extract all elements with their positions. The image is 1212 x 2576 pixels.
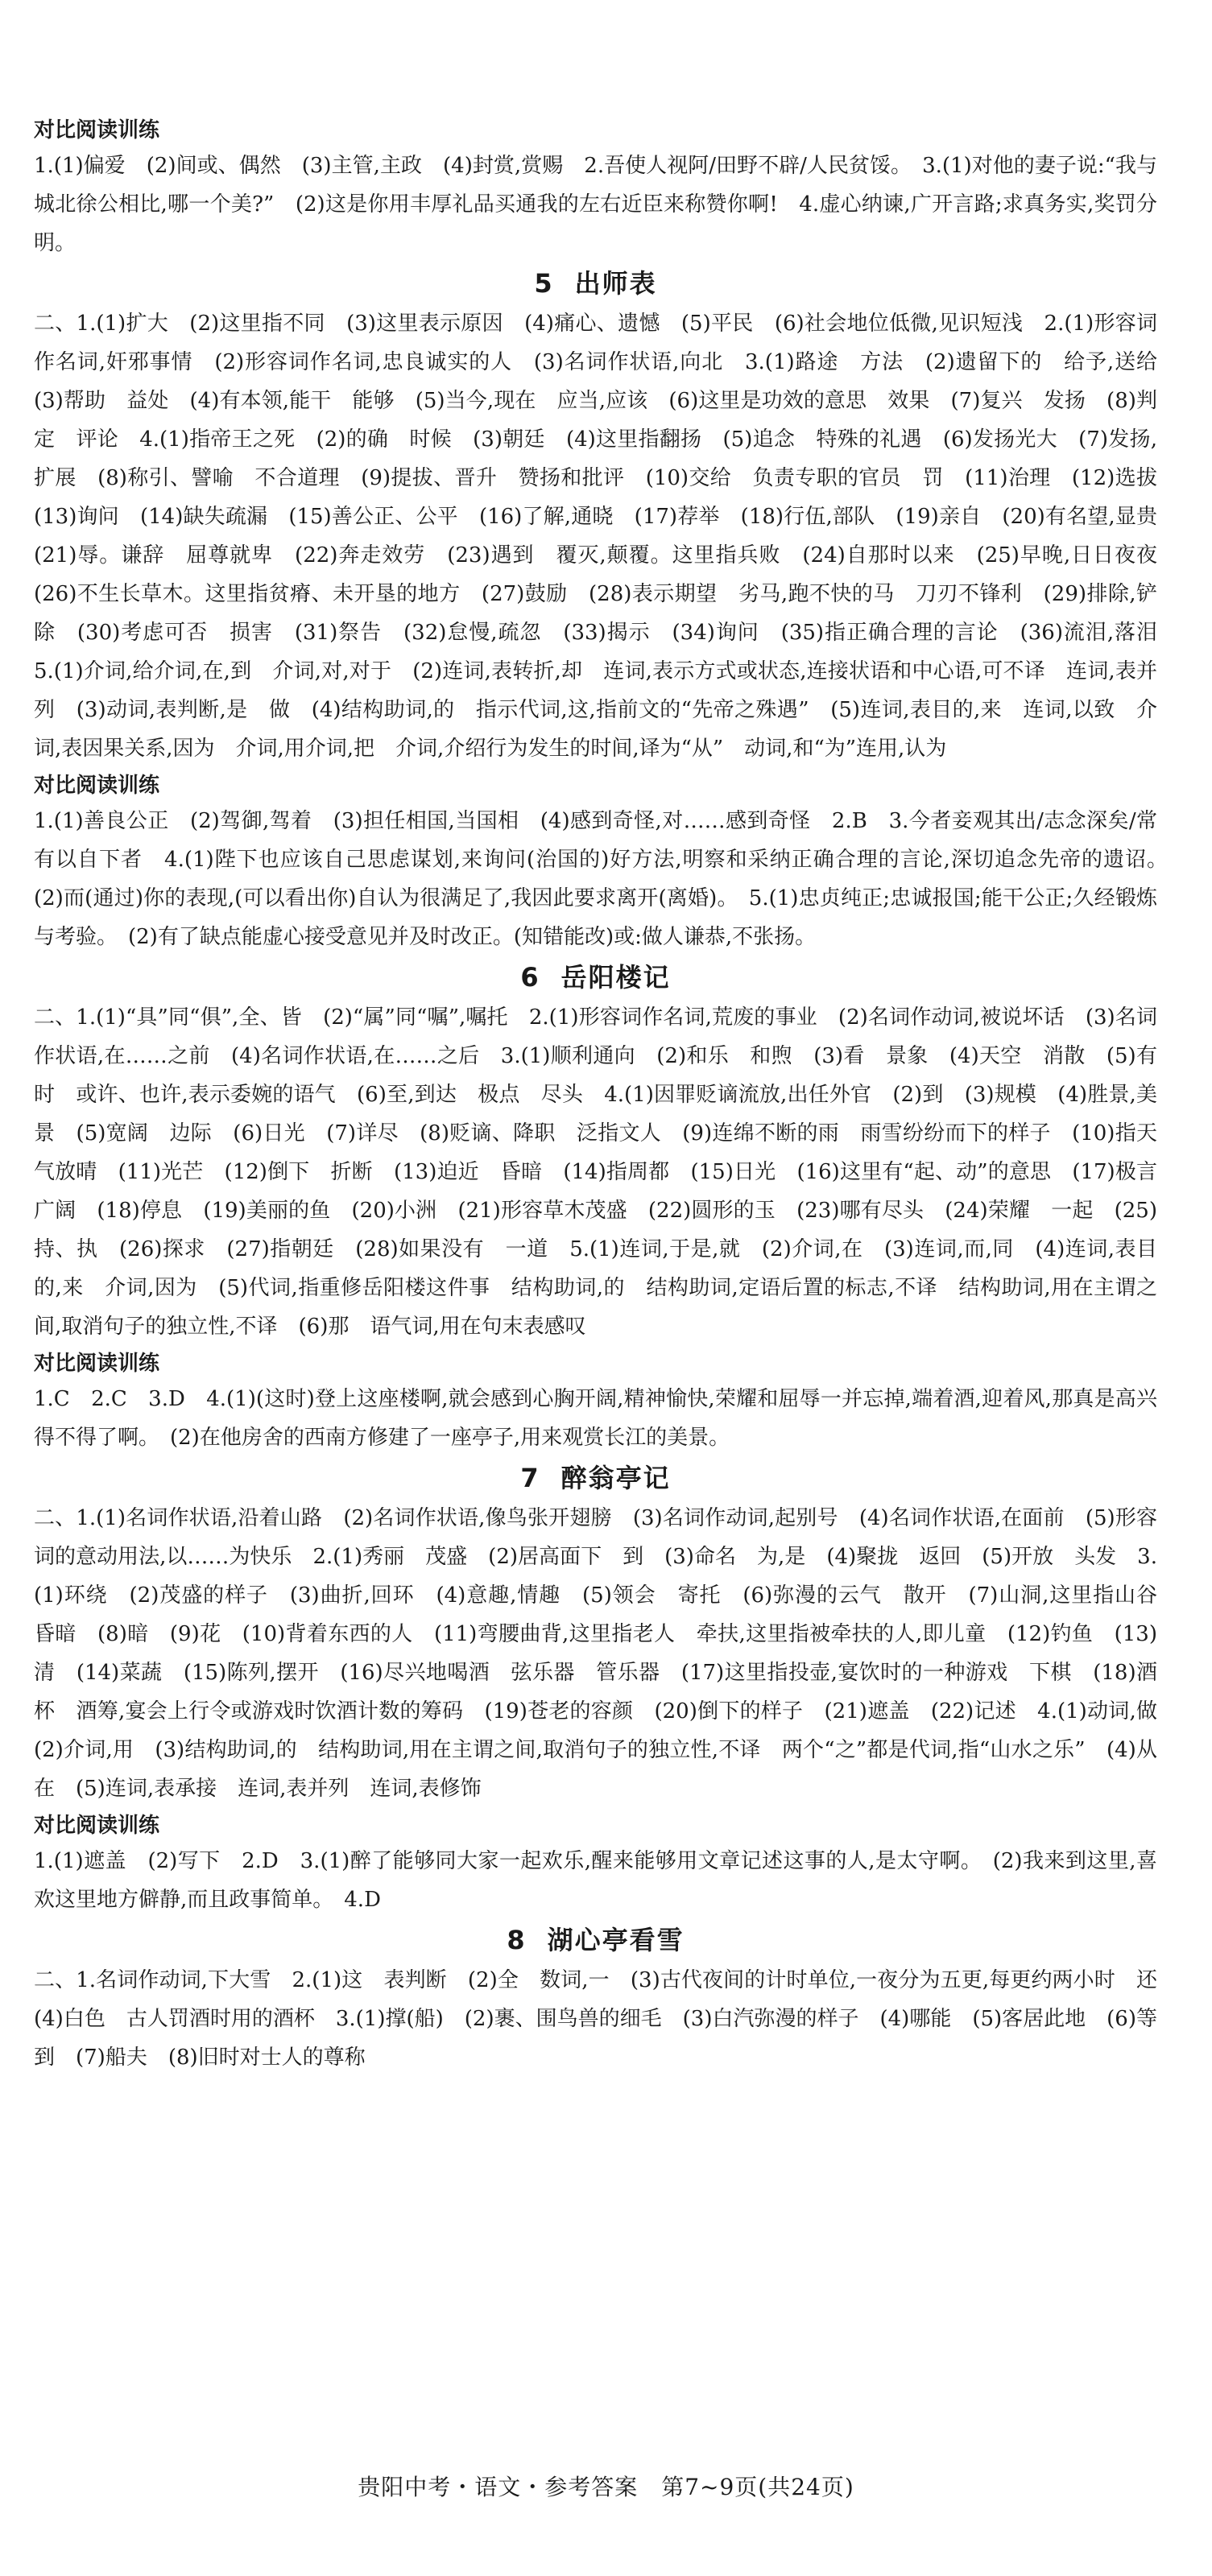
lesson-title — [34, 262, 1157, 304]
answer-paragraph: 二、1.(1)“具”同“俱”,全、皆 (2)“属”同“嘱”,嘱托 2.(1)形容词作名词,荒废的事业 (2)名词作动词,被说坏话 (3)名词作状语,在……之前 (4)名词作状语,在……之后 3.(1)顺利通向 (2)和乐 和煦 (3)看 景象 (4)天空 消散 (5)有时 或许、也许,表示委婉的语气 (6)至,到达 极点 尽头 4.(1)因罪贬谪流放,出任外官 (2)到 (3)规模 (4)胜景,美景 (5)宽阔 边际 (6)日光 (7)详尽 (8)贬谪、降职 泛指文人 (9)连绵不断的雨 雨雪纷纷而下的样子 (10)指天气放晴 (11)光芒 (12)倒下 折断 (13)迫近 昏暗 (14)指周都 (15)日光 (16)这里有“起、动”的意思 (17)极言广阔 (18)停息 (19)美丽的鱼 (20)小洲 (21)形容草木茂盛 (22)圆形的玉 (23)哪有尽头 (24)荣耀 一起 (25)持、执 (26)探求 (27)指朝廷 (28)如果没有 一道 5.(1)连词,于是,就 (2)介词,在 (3)连词,而,同 (4)连词,表目的,来 介词,因为 (5)代词,指重修岳阳楼这件事 结构助词,的 结构助词,定语后置的标志,不译 结构助词,用在主谓之间,取消句子的独立性,不译 (6)那 语气词,用在句末表感叹 — [34, 1005, 1157, 1339]
answer-paragraph: 二、1.名词作动词,下大雪 2.(1)这 表判断 (2)全 数词,一 (3)古代夜间的计时单位,一夜分为五更,每更约两小时 还 (4)白色 古人罚酒时用的酒杯 3.(1)撑(船) (2)裹、围鸟兽的细毛 (3)白汽弥漫的样子 (4)哪能 (5)客居此地 (6)等到 (7)船夫 (8)旧时对士人的尊称 — [34, 1968, 1179, 2070]
lesson-number: 7 — [520, 1463, 540, 1493]
lesson-name: 出师表 — [574, 268, 657, 299]
page-footer: 贵阳中考・语文・参考答案 第7~9页(共24页) — [358, 2474, 854, 2500]
section-label: 对比阅读训练 — [34, 118, 160, 142]
section-label: 对比阅读训练 — [34, 1814, 160, 1838]
lesson-name: 湖心亭看雪 — [547, 1925, 685, 1955]
lesson-title — [34, 1919, 1157, 1961]
lesson-title — [34, 956, 1157, 998]
lesson-number: 6 — [520, 962, 540, 993]
section-label: 对比阅读训练 — [34, 1352, 160, 1376]
answer-paragraph: 1.(1)善良公正 (2)驾御,驾着 (3)担任相国,当国相 (4)感到奇怪,对……感到奇怪 2.B 3.今者妾观其出/志念深矣/常有以自下者 4.(1)陛下也应该自己思虑谋划,来询问(治国的)好方法,明察和采纳正确合理的言论,深切追念先帝的遗诏。 (2)而(通过)你的表现,(可以看出你)自认为很满足了,我因此要求离开(离婚)。 5.(1)忠贞纯正;忠诚报国;能干公正;久经锻炼与考验。 (2)有了缺点能虚心接受意见并及时改正。(知错能改)或:做人谦恭,不张扬。 — [34, 809, 1179, 949]
section-label: 对比阅读训练 — [34, 774, 160, 798]
answer-paragraph: 二、1.(1)扩大 (2)这里指不同 (3)这里表示原因 (4)痛心、遗憾 (5)平民 (6)社会地位低微,见识短浅 2.(1)形容词作名词,奸邪事情 (2)形容词作名词,忠良诚实的人 (3)名词作状语,向北 3.(1)路途 方法 (2)遗留下的 给予,送给 (3)帮助 益处 (4)有本领,能干 能够 (5)当今,现在 应当,应该 (6)这里是功效的意思 效果 (7)复兴 发扬 (8)判定 评论 4.(1)指帝王之死 (2)的确 时候 (3)朝廷 (4)这里指翻扬 (5)追念 特殊的礼遇 (6)发扬光大 (7)发扬,扩展 (8)称引、譬喻 不合道理 (9)提拔、晋升 赞扬和批评 (10)交给 负责专职的官员 罚 (11)治理 (12)选拔 (13)询问 (14)缺失疏漏 (15)善公正、公平 (16)了解,通晓 (17)荐举 (18)行伍,部队 (19)亲自 (20)有名望,显贵 (21)辱。谦辞 屈尊就卑 (22)奔走效劳 (23)遇到 覆灭,颠覆。这里指兵败 (24)自那时以来 (25)早晚,日日夜夜 (26)不生长草木。这里指贫瘠、未开垦的地方 (27)鼓励 (28)表示期望 劣马,跑不快的马 刀刃不锋利 (29)排除,铲除 (30)考虑可否 损害 (31)祭告 (32)怠慢,疏忽 (33)揭示 (34)询问 (35)指正确合理的言论 (36)流泪,落泪 5.(1)介词,给介词,在,到 介词,对,对于 (2)连词,表转折,却 连词,表示方式或状态,连接状语和中心语,可不译 连词,表并列 (3)动词,表判断,是 做 (4)结构助词,的 指示代词,这,指前文的“先帝之殊遇” (5)连词,表目的,来 连词,以致 介词,表因果关系,因为 介词,用介词,把 介词,介绍行为发生的时间,译为“从” 动词,和“为”连用,认为 — [34, 312, 1179, 761]
answer-paragraph: 1.(1)遮盖 (2)写下 2.D 3.(1)醉了能够同大家一起欢乐,醒来能够用文章记述这事的人,是太守啊。 (2)我来到这里,喜欢这里地方僻静,而且政事简单。 4.D — [34, 1849, 1157, 1912]
answer-paragraph: 1.(1)偏爱 (2)间或、偶然 (3)主管,主政 (4)封赏,赏赐 2.吾使人视阿/田野不辟/人民贫馁。 3.(1)对他的妻子说:“我与城北徐公相比,哪一个美?” (2)这是你用丰厚礼品买通我的左右近臣来称赞你啊! 4.虚心纳谏,广开言路;求真务实,奖罚分明。 — [34, 154, 1157, 255]
answer-paragraph: 二、1.(1)名词作状语,沿着山路 (2)名词作状语,像鸟张开翅膀 (3)名词作动词,起别号 (4)名词作状语,在面前 (5)形容词的意动用法,以……为快乐 2.(1)秀丽 茂盛 (2)居高面下 到 (3)命名 为,是 (4)聚拢 返回 (5)开放 头发 3.(1)环绕 (2)茂盛的样子 (3)曲折,回环 (4)意趣,情趣 (5)领会 寄托 (6)弥漫的云气 散开 (7)山洞,这里指山谷 昏暗 (8)暗 (9)花 (10)背着东西的人 (11)弯腰曲背,这里指老人 牵扶,这里指被牵扶的人,即儿童 (12)钓鱼 (13)清 (14)菜蔬 (15)陈列,摆开 (16)尽兴地喝酒 弦乐器 管乐器 (17)这里指投壶,宴饮时的一种游戏 下棋 (18)酒杯 酒筹,宴会上行令或游戏时饮酒计数的筹码 (19)苍老的容颜 (20)倒下的样子 (21)遮盖 (22)记述 4.(1)动词,做 (2)介词,用 (3)结构助词,的 结构助词,用在主谓之间,取消句子的独立性,不译 两个“之”都是代词,指“山水之乐” (4)从 在 (5)连词,表承接 连词,表并列 连词,表修饰 — [34, 1506, 1179, 1801]
answer-key-page — [34, 113, 1179, 2077]
lesson-title — [34, 1457, 1157, 1499]
lesson-number: 8 — [507, 1925, 527, 1955]
lesson-name: 岳阳楼记 — [560, 962, 671, 993]
lesson-number: 5 — [534, 268, 554, 299]
answer-paragraph: 1.C 2.C 3.D 4.(1)(这时)登上这座楼啊,就会感到心胸开阔,精神愉快,荣耀和屈辱一并忘掉,端着酒,迎着风,那真是高兴得不得了啊。 (2)在他房舍的西南方修建了一座亭子,用来观赏长江的美景。 — [34, 1387, 1157, 1450]
lesson-name: 醉翁亭记 — [560, 1463, 671, 1493]
